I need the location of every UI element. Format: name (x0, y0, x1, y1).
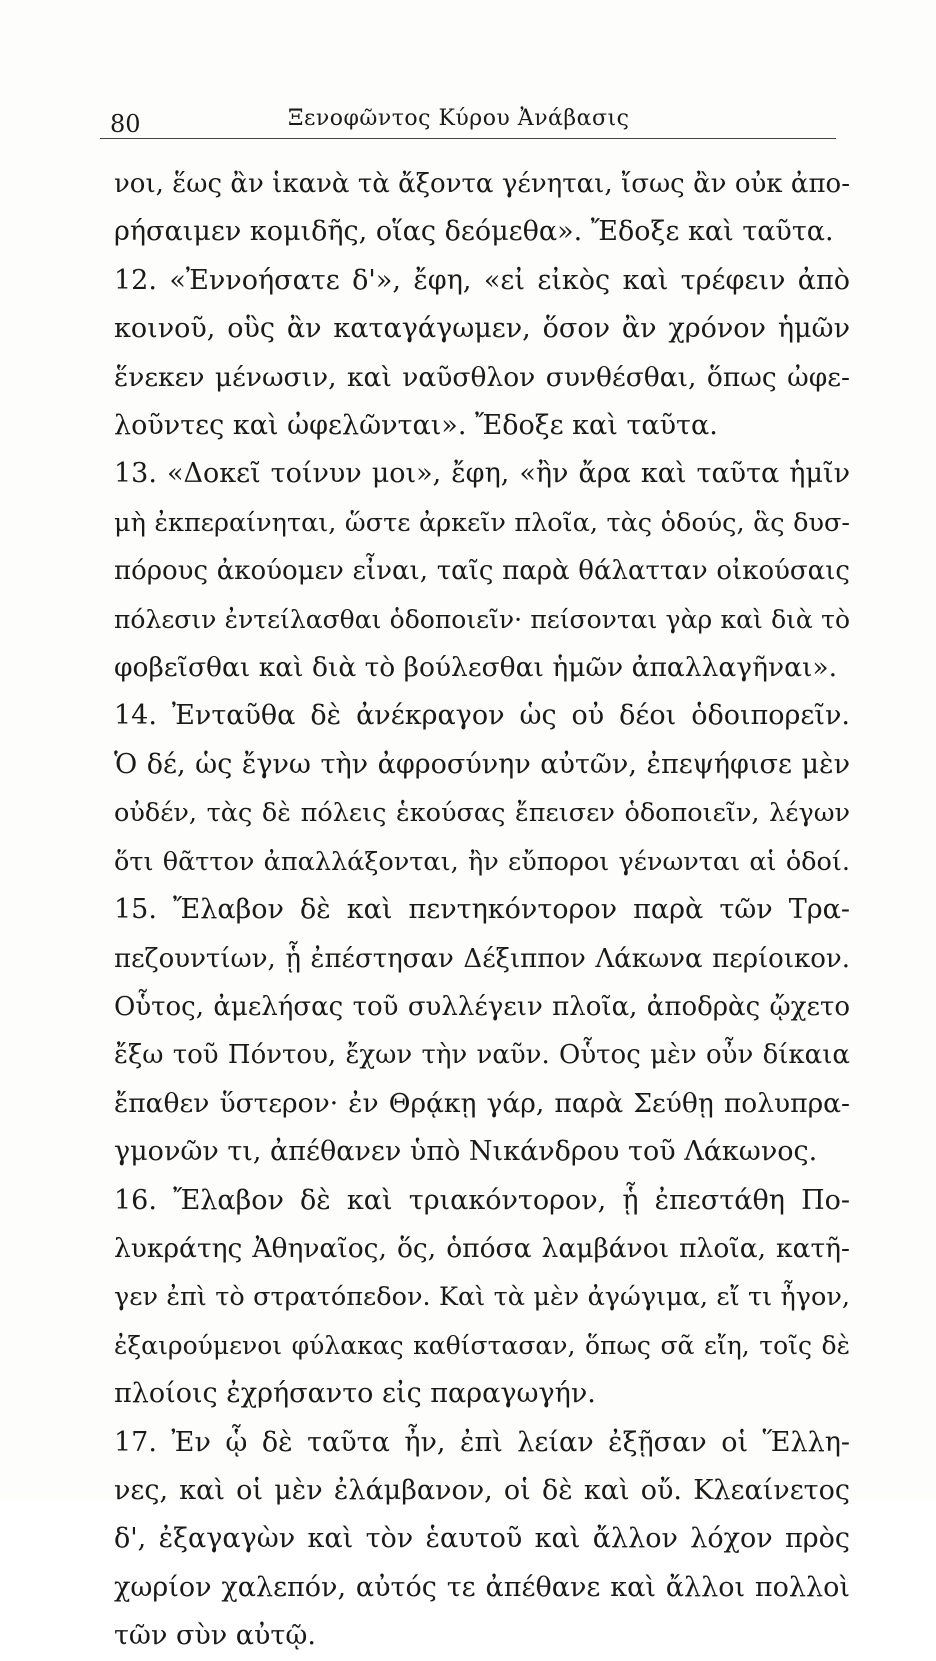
body-text (114, 160, 850, 1661)
text-line: νες, καὶ οἱ μὲν ἐλάμβανον, οἱ δὲ καὶ οὔ. Κλεαίνετος (114, 1474, 850, 1506)
running-title: Ξενοφῶντος Κύρου Ἀνάβασις (288, 106, 630, 131)
text-line: τῶν σὺν αὐτῷ. (114, 1620, 316, 1652)
text-line: πεζουντίων, ᾗ ἐπέστησαν Δέξιππον Λάκωνα περίοικον. (114, 943, 850, 974)
text-line: νοι, ἕως ἂν ἱκανὰ τὰ ἄξοντα γένηται, ἴσως ἂν οὐκ ἀπο- (114, 169, 850, 199)
text-line: ἔπαθεν ὕστερον· ἐν Θρᾴκῃ γάρ, παρὰ Σεύθῃ πολυπρα- (114, 1087, 850, 1119)
text-line: ρήσαιμεν κομιδῆς, οἵας δεόμεθα». Ἔδοξε καὶ ταῦτα. (114, 216, 834, 248)
text-line: πόλεσιν ἐντείλασθαι ὁδοποιεῖν· πείσονται γὰρ καὶ διὰ τὸ (114, 604, 850, 634)
text-line: 16. Ἔλαβον δὲ καὶ τριακόντορον, ᾗ ἐπεστάθη Πο- (114, 1184, 850, 1216)
text-line: 14. Ἐνταῦθα δὲ ἀνέκραγον ὡς οὐ δέοι ὁδοιπορεῖν. (114, 700, 850, 732)
text-line: λυκράτης Ἀθηναῖος, ὅς, ὁπόσα λαμβάνοι πλοῖα, κατῆ- (114, 1232, 850, 1264)
text-line: 15. Ἔλαβον δὲ καὶ πεντηκόντορον παρὰ τῶν Τρα- (114, 894, 850, 926)
text-line: χωρίον χαλεπόν, αὐτός τε ἀπέθανε καὶ ἄλλοι πολλοὶ (114, 1571, 850, 1603)
text-line: Οὗτος, ἀμελήσας τοῦ συλλέγειν πλοῖα, ἀποδρὰς ᾤχετο (114, 991, 850, 1022)
text-line: Ὁ δέ, ὡς ἔγνω τὴν ἀφροσύνην αὐτῶν, ἐπεψήφισε μὲν (114, 748, 850, 780)
text-line: γμονῶν τι, ἀπέθανεν ὑπὸ Νικάνδρου τοῦ Λάκωνος. (114, 1136, 818, 1168)
text-line: πλοίοις ἐχρήσαντο εἰς παραγωγήν. (114, 1378, 596, 1410)
text-line: λοῦντες καὶ ὠφελῶνται». Ἔδοξε καὶ ταῦτα. (114, 410, 718, 442)
text-line: δ', ἐξαγαγὼν καὶ τὸν ἑαυτοῦ καὶ ἄλλον λόχον πρὸς (114, 1523, 850, 1555)
text-line: ὅτι θᾶττον ἀπαλλάξονται, ἢν εὔποροι γένωνται αἱ ὁδοί. (114, 846, 850, 877)
text-line: 12. «Ἐννοήσατε δ'», ἔφη, «εἰ εἰκὸς καὶ τρέφειν ἀπὸ (114, 264, 850, 296)
text-line: 17. Ἐν ᾧ δὲ ταῦτα ἦν, ἐπὶ λείαν ἐξῇσαν οἱ Ἕλλη- (114, 1426, 850, 1458)
text-line: ἕνεκεν μένωσιν, καὶ ναῦσθλον συνθέσθαι, ὅπως ὠφε- (114, 361, 850, 393)
text-line: 13. «Δοκεῖ τοίνυν μοι», ἔφη, «ἢν ἄρα καὶ ταῦτα ἡμῖν (114, 458, 850, 490)
text-line: κοινοῦ, οὓς ἂν καταγάγωμεν, ὅσον ἂν χρόνον ἡμῶν (114, 313, 850, 345)
text-line: γεν ἐπὶ τὸ στρατόπεδον. Καὶ τὰ μὲν ἀγώγιμα, εἴ τι ἦγον, (114, 1282, 850, 1313)
text-line: ἐξαιρούμενοι φύλακας καθίστασαν, ὅπως σᾶ εἴη, τοῖς δὲ (114, 1330, 850, 1360)
text-line: ἔξω τοῦ Πόντου, ἔχων τὴν ναῦν. Οὗτος μὲν οὖν δίκαια (114, 1040, 850, 1071)
text-line: μὴ ἐκπεραίνηται, ὥστε ἀρκεῖν πλοῖα, τὰς ὁδούς, ἃς δυσ- (114, 507, 850, 538)
text-line: πόρους ἀκούομεν εἶναι, ταῖς παρὰ θάλατταν οἰκούσαις (114, 556, 850, 587)
page-header (100, 104, 836, 139)
text-line: οὐδέν, τὰς δὲ πόλεις ἑκούσας ἔπεισεν ὁδοποιεῖν, λέγων (114, 798, 850, 829)
text-line: φοβεῖσθαι καὶ διὰ τὸ βούλεσθαι ἡμῶν ἀπαλλαγῆναι». (114, 652, 838, 684)
page-number: 80 (110, 110, 141, 138)
